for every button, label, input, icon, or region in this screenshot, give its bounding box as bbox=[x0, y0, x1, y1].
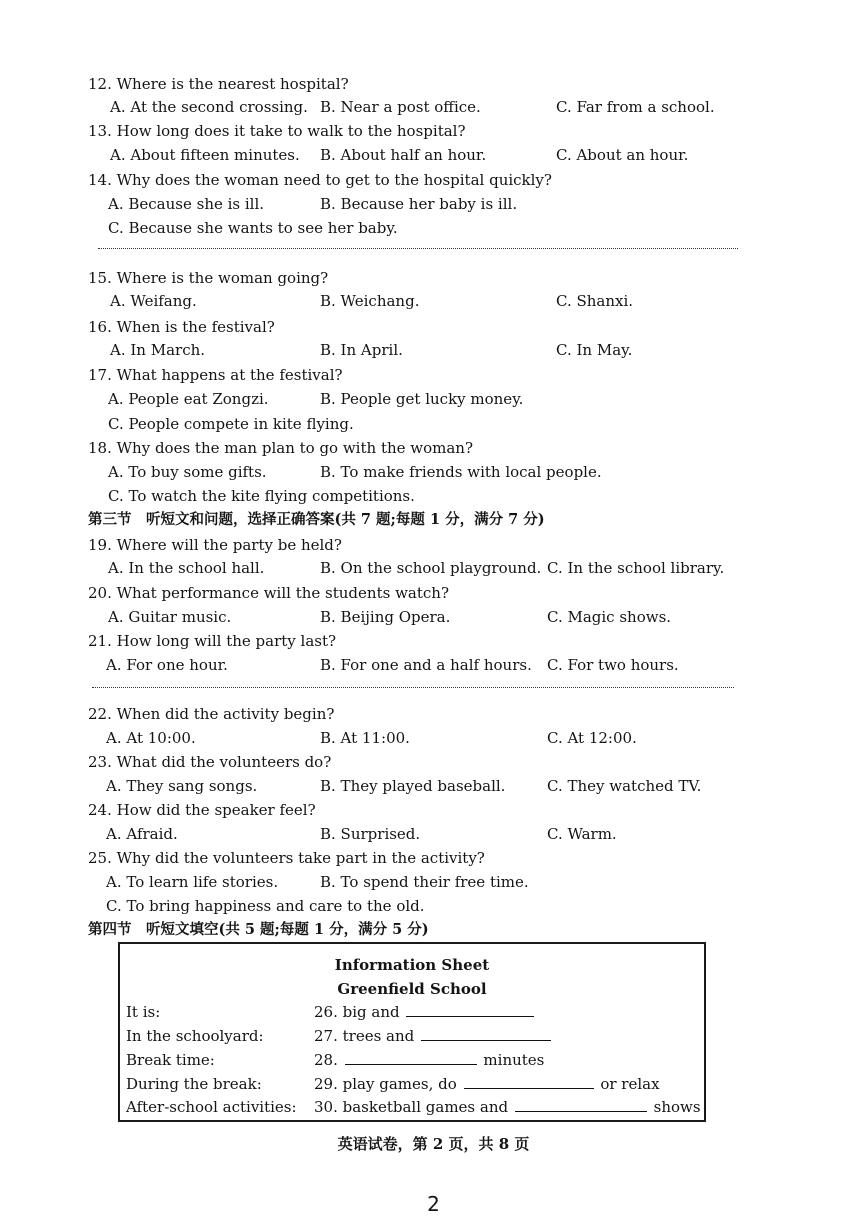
option-a: A. In the school hall. bbox=[108, 559, 265, 577]
section-heading: 第四节 听短文填空(共 5 题;每题 1 分，满分 5 分) bbox=[88, 921, 429, 938]
prompt-text: big and bbox=[342, 1003, 400, 1021]
answer-blank-30[interactable] bbox=[515, 1097, 647, 1112]
option-c: C. Warm. bbox=[547, 825, 617, 843]
answer-blank-27[interactable] bbox=[421, 1026, 551, 1041]
question-stem: 13. How long does it take to walk to the hospital? bbox=[88, 122, 466, 140]
option-b: B. On the school playground. bbox=[320, 559, 542, 577]
suffix-text: minutes bbox=[483, 1051, 545, 1069]
option-c: C. About an hour. bbox=[556, 146, 689, 164]
option-a: A. To learn life stories. bbox=[106, 873, 279, 891]
option-a: A. Afraid. bbox=[106, 825, 178, 843]
question-stem: 16. When is the festival? bbox=[88, 318, 275, 336]
option-b: B. Because her baby is ill. bbox=[320, 195, 518, 213]
option-a: A. Guitar music. bbox=[108, 608, 232, 626]
option-b: B. To make friends with local people. bbox=[320, 463, 602, 481]
option-b: B. In April. bbox=[320, 341, 403, 359]
option-a: A. In March. bbox=[110, 341, 206, 359]
option-a: A. At 10:00. bbox=[106, 729, 196, 747]
option-b: B. Surprised. bbox=[320, 825, 421, 843]
option-c: C. At 12:00. bbox=[547, 729, 637, 747]
option-c: C. To watch the kite flying competitions. bbox=[108, 487, 415, 505]
row-label: It is: bbox=[126, 1003, 161, 1021]
option-c: C. Shanxi. bbox=[556, 292, 634, 310]
option-a: A. At the second crossing. bbox=[110, 98, 308, 116]
row-answer bbox=[314, 1050, 544, 1070]
option-c: C. To bring happiness and care to the old. bbox=[106, 897, 425, 915]
question-number: 28. bbox=[314, 1051, 338, 1069]
option-c: C. They watched TV. bbox=[547, 777, 702, 795]
row-label: During the break: bbox=[126, 1075, 262, 1093]
option-b: B. People get lucky money. bbox=[320, 390, 524, 408]
page-number: 2 bbox=[427, 1192, 440, 1216]
question-stem: 19. Where will the party be held? bbox=[88, 536, 342, 554]
option-b: B. Weichang. bbox=[320, 292, 420, 310]
prompt-text: basketball games and bbox=[342, 1098, 509, 1116]
question-number: 29. bbox=[314, 1075, 338, 1093]
option-a: A. About fifteen minutes. bbox=[110, 146, 300, 164]
question-stem: 24. How did the speaker feel? bbox=[88, 801, 316, 819]
question-stem: 23. What did the volunteers do? bbox=[88, 753, 332, 771]
option-a: A. Because she is ill. bbox=[108, 195, 265, 213]
suffix-text: shows bbox=[653, 1098, 701, 1116]
page-footer: 英语试卷，第 2 页，共 8 页 bbox=[337, 1135, 530, 1153]
question-stem: 22. When did the activity begin? bbox=[88, 705, 335, 723]
question-stem: 20. What performance will the students watch? bbox=[88, 584, 449, 602]
option-b: B. At 11:00. bbox=[320, 729, 410, 747]
question-stem: 15. Where is the woman going? bbox=[88, 269, 329, 287]
option-b: B. About half an hour. bbox=[320, 146, 487, 164]
question-stem: 18. Why does the man plan to go with the woman? bbox=[88, 439, 474, 457]
option-c: C. In the school library. bbox=[547, 559, 725, 577]
question-stem: 21. How long will the party last? bbox=[88, 632, 337, 650]
option-c: C. Magic shows. bbox=[547, 608, 672, 626]
option-c: C. Because she wants to see her baby. bbox=[108, 219, 398, 237]
answer-blank-29[interactable] bbox=[464, 1074, 594, 1089]
row-label: After-school activities: bbox=[126, 1098, 297, 1116]
question-number: 27. bbox=[314, 1027, 338, 1045]
option-a: A. For one hour. bbox=[106, 656, 228, 674]
option-b: B. To spend their free time. bbox=[320, 873, 529, 891]
question-stem: 25. Why did the volunteers take part in the activity? bbox=[88, 849, 485, 867]
section-divider bbox=[92, 687, 734, 688]
option-a: A. People eat Zongzi. bbox=[108, 390, 269, 408]
option-c: C. In May. bbox=[556, 341, 633, 359]
row-answer bbox=[314, 1074, 660, 1094]
question-stem: 14. Why does the woman need to get to the hospital quickly? bbox=[88, 171, 552, 189]
row-label: Break time: bbox=[126, 1051, 215, 1069]
answer-blank-26[interactable] bbox=[406, 1002, 534, 1017]
question-number: 26. bbox=[314, 1003, 338, 1021]
answer-blank-28[interactable] bbox=[345, 1050, 477, 1065]
option-a: A. To buy some gifts. bbox=[108, 463, 267, 481]
option-b: B. They played baseball. bbox=[320, 777, 506, 795]
option-b: B. Near a post office. bbox=[320, 98, 481, 116]
option-a: A. Weifang. bbox=[110, 292, 197, 310]
question-stem: 12. Where is the nearest hospital? bbox=[88, 75, 349, 93]
section-divider bbox=[98, 248, 738, 249]
option-c: C. For two hours. bbox=[547, 656, 679, 674]
row-answer bbox=[314, 1026, 553, 1046]
option-c: C. Far from a school. bbox=[556, 98, 715, 116]
row-answer bbox=[314, 1002, 536, 1022]
option-a: A. They sang songs. bbox=[106, 777, 258, 795]
information-sheet-box bbox=[118, 942, 706, 1122]
suffix-text: or relax bbox=[600, 1075, 660, 1093]
prompt-text: play games, do bbox=[342, 1075, 457, 1093]
info-sheet-title: Information Sheet bbox=[334, 956, 490, 974]
option-c: C. People compete in kite flying. bbox=[108, 415, 354, 433]
info-sheet-subtitle: Greenfield School bbox=[337, 980, 487, 998]
row-label: In the schoolyard: bbox=[126, 1027, 264, 1045]
option-b: B. Beijing Opera. bbox=[320, 608, 451, 626]
section-heading: 第三节 听短文和问题，选择正确答案(共 7 题;每题 1 分，满分 7 分) bbox=[88, 511, 545, 528]
question-stem: 17. What happens at the festival? bbox=[88, 366, 343, 384]
prompt-text: trees and bbox=[342, 1027, 415, 1045]
row-answer bbox=[314, 1097, 701, 1117]
question-number: 30. bbox=[314, 1098, 338, 1116]
option-b: B. For one and a half hours. bbox=[320, 656, 532, 674]
